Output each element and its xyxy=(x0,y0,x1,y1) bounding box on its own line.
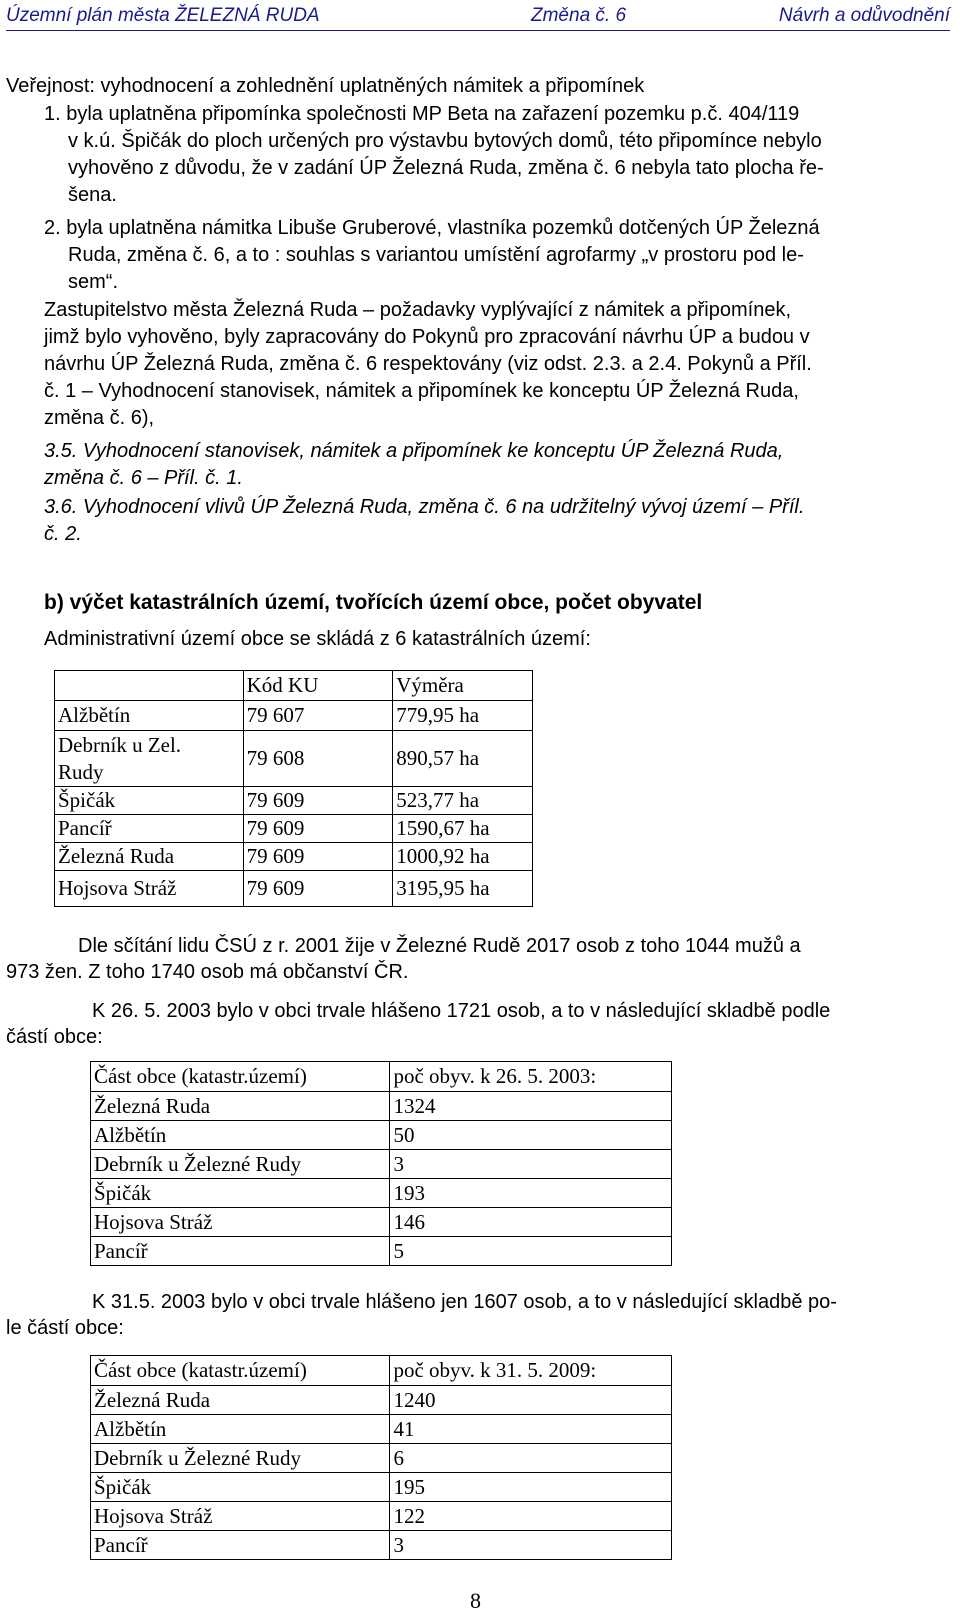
table-row xyxy=(91,1502,672,1531)
table-row xyxy=(55,701,533,731)
table-header-cell: Část obce (katastr.území) xyxy=(91,1062,390,1092)
table-header-cell: Výměra xyxy=(393,671,533,701)
section-heading: b) výčet katastrálních území, tvořících území obce, počet obyvatel xyxy=(44,591,703,614)
table-cell: 3 xyxy=(390,1531,672,1560)
table-header-cell xyxy=(55,671,244,701)
table-cell: 122 xyxy=(390,1502,672,1531)
table-cell: 779,95 ha xyxy=(393,701,533,731)
table-cell: 5 xyxy=(390,1237,672,1266)
census-text-line-2: 973 žen. Z toho 1740 osob má občanství ČR. xyxy=(6,961,409,983)
table-cell: 1240 xyxy=(390,1386,672,1415)
table-cell: Pancíř xyxy=(91,1531,390,1560)
table-cell: 6 xyxy=(390,1444,672,1473)
table-cell: 1590,67 ha xyxy=(393,815,533,843)
table-cell: Alžbětín xyxy=(91,1121,390,1150)
table-row xyxy=(55,843,533,871)
list-item-1-line-2: v k.ú. Špičák do ploch určených pro výstavbu bytových domů, této připomínce nebylo xyxy=(68,130,822,152)
table-cell: Špičák xyxy=(91,1179,390,1208)
cadastral-intro: Administrativní území obce se skládá z 6 katastrálních území: xyxy=(44,628,591,650)
table-row xyxy=(91,1179,672,1208)
population-2009-text-line-1: K 31.5. 2003 bylo v obci trvale hlášeno jen 1607 osob, a to v následující skladbě po- xyxy=(92,1291,837,1313)
council-text-line-1: Zastupitelstvo města Železná Ruda – požadavky vyplývající z námitek a připomínek, xyxy=(44,299,792,321)
table-row xyxy=(91,1473,672,1502)
header-change: Změna č. 6 xyxy=(531,5,627,26)
table-row xyxy=(91,1415,672,1444)
section-title: Veřejnost: vyhodnocení a zohlednění uplatněných námitek a připomínek xyxy=(6,75,645,97)
table-header-row xyxy=(55,671,533,701)
reference-3-6-line-1: 3.6. Vyhodnocení vlivů ÚP Železná Ruda, změna č. 6 na udržitelný vývoj území – Příl. xyxy=(44,496,805,518)
list-item-2-line-3: sem“. xyxy=(68,271,118,293)
table-cell: Hojsova Stráž xyxy=(55,871,244,907)
list-item-1-line-1: 1. byla uplatněna připomínka společnosti MP Beta na zařazení pozemku p.č. 404/119 xyxy=(44,103,800,125)
table-cell: 523,77 ha xyxy=(393,787,533,815)
table-cell: 146 xyxy=(390,1208,672,1237)
table-cell: Debrník u Železné Rudy xyxy=(91,1150,390,1179)
cadastral-table xyxy=(54,670,533,907)
table-cell: Hojsova Stráž xyxy=(91,1208,390,1237)
page-header xyxy=(6,2,950,31)
table-header-row xyxy=(91,1356,672,1386)
list-item-1-line-3: vyhověno z důvodu, že v zadání ÚP Železná Ruda, změna č. 6 nebyla tato plocha ře- xyxy=(68,157,824,179)
table-header-cell: poč obyv. k 26. 5. 2003: xyxy=(390,1062,672,1092)
list-item-2-line-2: Ruda, změna č. 6, a to : souhlas s variantou umístění agrofarmy „v prostoru pod le- xyxy=(68,244,804,266)
council-text-line-5: změna č. 6), xyxy=(44,407,155,429)
table-cell: 195 xyxy=(390,1473,672,1502)
header-title: Územní plán města ŽELEZNÁ RUDA xyxy=(6,5,320,26)
table-row xyxy=(55,815,533,843)
table-row xyxy=(91,1150,672,1179)
table-cell: Železná Ruda xyxy=(91,1386,390,1415)
page-number: 8 xyxy=(470,1588,481,1613)
table-cell: Alžbětín xyxy=(55,701,244,731)
table-cell: 41 xyxy=(390,1415,672,1444)
table-cell: 79 609 xyxy=(243,787,393,815)
table-row xyxy=(55,731,533,787)
table-cell: 50 xyxy=(390,1121,672,1150)
population-2003-text-line-1: K 26. 5. 2003 bylo v obci trvale hlášeno 1721 osob, a to v následující skladbě podle xyxy=(92,1000,831,1022)
table-cell: Železná Ruda xyxy=(91,1092,390,1121)
census-text-line-1: Dle sčítání lidu ČSÚ z r. 2001 žije v Železné Rudě 2017 osob z toho 1044 mužů a xyxy=(78,935,801,957)
table-cell: Pancíř xyxy=(55,815,244,843)
council-text-line-4: č. 1 – Vyhodnocení stanovisek, námitek a připomínek ke konceptu ÚP Železná Ruda, xyxy=(44,380,799,402)
table-row xyxy=(91,1386,672,1415)
table-row xyxy=(55,787,533,815)
table-cell: Špičák xyxy=(91,1473,390,1502)
table-row xyxy=(91,1444,672,1473)
council-text-line-2: jimž bylo vyhověno, byly zapracovány do Pokynů pro zpracování návrhu ÚP a budou v xyxy=(44,326,810,348)
table-cell: Železná Ruda xyxy=(55,843,244,871)
table-cell: 890,57 ha xyxy=(393,731,533,787)
list-item-1-line-4: šena. xyxy=(68,184,117,206)
table-header-cell: poč obyv. k 31. 5. 2009: xyxy=(390,1356,672,1386)
reference-3-5-line-1: 3.5. Vyhodnocení stanovisek, námitek a připomínek ke konceptu ÚP Železná Ruda, xyxy=(44,440,784,462)
population-2009-table xyxy=(90,1355,672,1560)
table-cell: Debrník u Železné Rudy xyxy=(91,1444,390,1473)
table-row xyxy=(91,1531,672,1560)
table-cell: 3195,95 ha xyxy=(393,871,533,907)
table-cell: Hojsova Stráž xyxy=(91,1502,390,1531)
table-cell: Alžbětín xyxy=(91,1415,390,1444)
population-2009-text-line-2: le částí obce: xyxy=(6,1317,124,1339)
table-row xyxy=(91,1208,672,1237)
table-cell: 1000,92 ha xyxy=(393,843,533,871)
table-cell: 1324 xyxy=(390,1092,672,1121)
table-cell: Pancíř xyxy=(91,1237,390,1266)
table-cell: 79 609 xyxy=(243,815,393,843)
header-section: Návrh a odůvodnění xyxy=(778,5,950,26)
table-cell: Debrník u Zel. Rudy xyxy=(55,731,244,787)
population-2003-text-line-2: částí obce: xyxy=(6,1026,103,1048)
table-row xyxy=(91,1121,672,1150)
table-row xyxy=(91,1237,672,1266)
table-cell: 79 609 xyxy=(243,843,393,871)
table-header-row xyxy=(91,1062,672,1092)
table-cell: 193 xyxy=(390,1179,672,1208)
table-cell: Špičák xyxy=(55,787,244,815)
table-cell: 79 607 xyxy=(243,701,393,731)
table-header-cell: Kód KU xyxy=(243,671,393,701)
table-header-cell: Část obce (katastr.území) xyxy=(91,1356,390,1386)
reference-3-5-line-2: změna č. 6 – Příl. č. 1. xyxy=(44,467,243,489)
reference-3-6-line-2: č. 2. xyxy=(44,523,82,545)
table-cell: 79 609 xyxy=(243,871,393,907)
table-cell: 3 xyxy=(390,1150,672,1179)
council-text-line-3: návrhu ÚP Železná Ruda, změna č. 6 respektovány (viz odst. 2.3. a 2.4. Pokynů a Příl. xyxy=(44,353,812,375)
table-row xyxy=(55,871,533,907)
table-row xyxy=(91,1092,672,1121)
list-item-2-line-1: 2. byla uplatněna námitka Libuše Gruberové, vlastníka pozemků dotčených ÚP Železná xyxy=(44,217,820,239)
table-cell: 79 608 xyxy=(243,731,393,787)
population-2003-table xyxy=(90,1061,672,1266)
